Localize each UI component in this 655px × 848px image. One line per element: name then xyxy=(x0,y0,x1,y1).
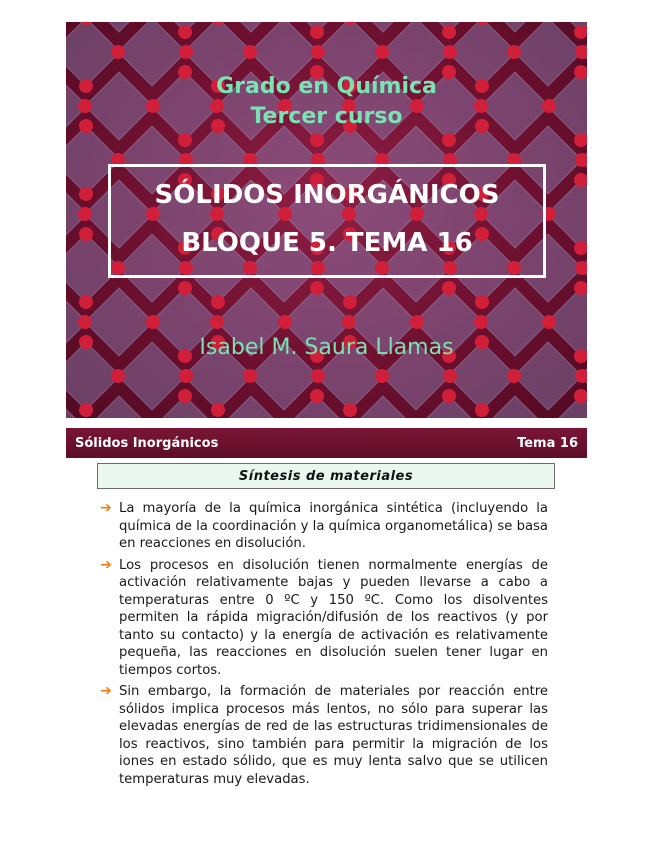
atom-sphere xyxy=(310,25,324,39)
atom-sphere xyxy=(79,403,93,417)
atom-sphere xyxy=(278,315,292,329)
block-title: BLOQUE 5. TEMA 16 xyxy=(181,228,473,258)
list-item xyxy=(100,500,548,553)
list-item xyxy=(100,557,548,680)
atom-sphere xyxy=(310,281,324,295)
atom-sphere xyxy=(375,45,389,59)
section-title: Síntesis de materiales xyxy=(238,468,414,484)
atom-sphere xyxy=(442,281,456,295)
atom-sphere xyxy=(442,25,456,39)
atom-sphere xyxy=(310,133,324,147)
header-subject: Sólidos Inorgánicos xyxy=(75,435,219,451)
atom-sphere xyxy=(79,295,93,309)
atom-sphere xyxy=(78,315,92,329)
degree-label: Grado en Química xyxy=(216,74,437,99)
atom-sphere xyxy=(475,403,489,417)
atom-sphere xyxy=(79,227,93,241)
atom-sphere xyxy=(178,133,192,147)
title-box xyxy=(108,164,546,278)
atom-sphere xyxy=(343,403,357,417)
atom-sphere xyxy=(475,295,489,309)
atom-sphere xyxy=(179,369,193,383)
title-slide xyxy=(66,22,587,418)
content-header xyxy=(66,428,587,458)
atom-sphere xyxy=(210,315,224,329)
arrow-right-icon: ➔ xyxy=(100,683,112,699)
author-name: Isabel M. Saura Llamas xyxy=(199,335,454,360)
atom-sphere xyxy=(243,45,257,59)
atom-sphere xyxy=(410,315,424,329)
atom-sphere xyxy=(178,389,192,403)
atom-sphere xyxy=(474,315,488,329)
atom-sphere xyxy=(146,315,160,329)
atom-sphere xyxy=(243,369,257,383)
atom-sphere xyxy=(443,45,457,59)
atom-sphere xyxy=(78,207,92,221)
header-topic: Tema 16 xyxy=(517,435,578,451)
atom-sphere xyxy=(111,369,125,383)
course-label: Tercer curso xyxy=(250,104,403,129)
atom-sphere xyxy=(179,45,193,59)
atom-sphere xyxy=(507,369,521,383)
atom-sphere xyxy=(211,403,225,417)
atom-sphere xyxy=(211,295,225,309)
atom-sphere xyxy=(507,45,521,59)
atom-sphere xyxy=(343,295,357,309)
atom-sphere xyxy=(443,369,457,383)
arrow-right-icon: ➔ xyxy=(100,500,112,516)
arrow-right-icon: ➔ xyxy=(100,556,112,573)
atom-sphere xyxy=(310,389,324,403)
bullet-text: Sin embargo, la formación de materiales por reacción entre sólidos implica procesos más lentos, no sólo para superar las elevadas energías de red de las estructuras tridimensionales de los reactivos, sino también para permitir la migración de los iones en estado sólido, que es muy lenta salvo que se utilicen temperaturas muy elevadas. xyxy=(119,684,548,787)
atom-sphere xyxy=(311,369,325,383)
section-title-box xyxy=(97,463,555,489)
atom-sphere xyxy=(375,369,389,383)
bullet-text: La mayoría de la química inorgánica sintética (incluyendo la química de la coordinación y la química organometálica) se basa en reacciones en disolución. xyxy=(119,501,548,551)
list-item xyxy=(100,683,548,788)
atom-sphere xyxy=(442,133,456,147)
atom-sphere xyxy=(342,315,356,329)
atom-sphere xyxy=(311,45,325,59)
main-title: SÓLIDOS INORGÁNICOS xyxy=(154,180,500,210)
atom-sphere xyxy=(542,315,556,329)
atom-sphere xyxy=(178,25,192,39)
atom-sphere xyxy=(79,187,93,201)
bullet-list xyxy=(100,500,548,792)
atom-sphere xyxy=(178,281,192,295)
bullet-text: Los procesos en disolución tienen normalmente energías de activación relativamente bajas y pueden llevarse a cabo a temperaturas entre 0 ºC y 150 ºC. Como los disolventes permiten la rápida migración/difusión de los reactivos (y por tanto su contacto) y la energía de activación es relativamente pequeña, las reacciones en disolución suelen tener lugar en tiempos cortos. xyxy=(119,557,548,678)
atom-sphere xyxy=(111,45,125,59)
atom-sphere xyxy=(442,389,456,403)
